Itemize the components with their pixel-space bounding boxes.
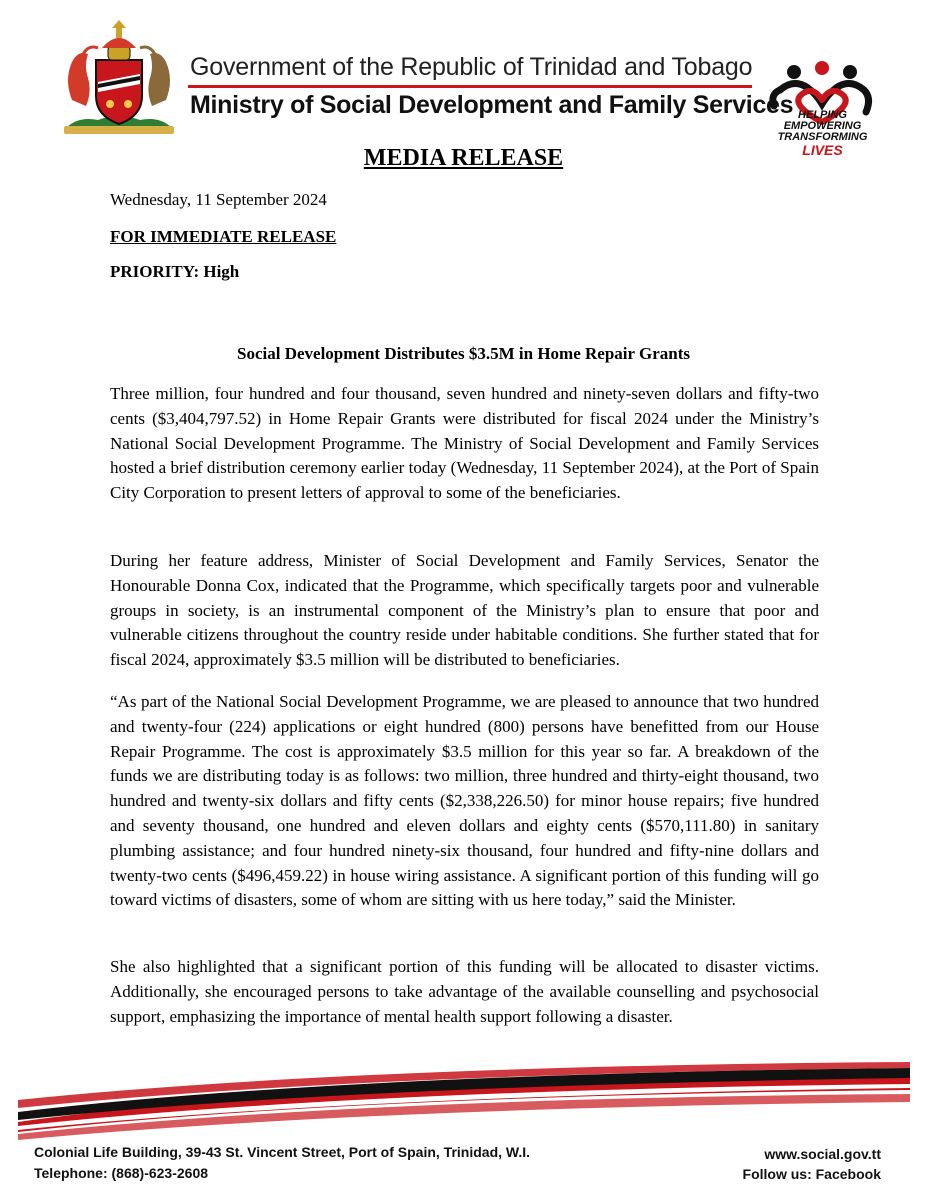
slogan-line: HELPING	[798, 109, 847, 121]
immediate-release-label: FOR IMMEDIATE RELEASE	[110, 227, 337, 246]
slogan-line: EMPOWERING	[783, 120, 862, 132]
government-title: Government of the Republic of Trinidad and Tobago	[190, 53, 753, 81]
coat-of-arms-icon	[58, 20, 180, 138]
footer-telephone: Telephone: (868)-623-2608	[34, 1165, 209, 1181]
footer-social-link[interactable]: Follow us: Facebook	[742, 1166, 881, 1182]
slogan-line: LIVES	[802, 142, 843, 158]
priority-label: PRIORITY: High	[110, 262, 240, 281]
footer-swoosh	[18, 1060, 910, 1140]
body-paragraph: During her feature address, Minister of Social Development and Family Services, Senator the Honourable Donna Cox, indicated that the Programme, which specifically targets poor and vulnerable groups in society, is an instrumental component of the Ministry’s plan to ensure that poor and vulnerable citizens throughout the country reside under habitable conditions. She further stated that for fiscal 2024, approximately $3.5 million will be distributed to beneficiaries.	[110, 551, 819, 670]
release-date: Wednesday, 11 September 2024	[110, 190, 327, 209]
body-paragraph: She also highlighted that a significant portion of this funding will be allocated to disaster victims. Additionally, she encouraged persons to take advantage of the available counselling and psychosocial support, emphasizing the importance of mental health support following a disaster.	[110, 957, 819, 1026]
body-paragraph: Three million, four hundred and four thousand, seven hundred and ninety-seven dollars and fifty-two cents ($3,404,797.52) in Home Repair Grants were distributed for fiscal 2024 under the Ministry’s National Social Development Programme. The Ministry of Social Development and Family Services hosted a brief distribution ceremony earlier today (Wednesday, 11 September 2024), at the Port of Spain City Corporation to present letters of approval to some of the beneficiaries.	[110, 384, 819, 503]
footer-address: Colonial Life Building, 39-43 St. Vincent Street, Port of Spain, Trinidad, W.I.	[34, 1144, 531, 1160]
header-divider	[188, 85, 752, 88]
footer-website-link[interactable]: www.social.gov.tt	[764, 1146, 881, 1162]
body-paragraph: “As part of the National Social Development Programme, we are pleased to announce that two hundred and twenty-four (224) applications or eight hundred (800) persons have benefitted from our House Repair Programme. The cost is approximately $3.5 million for this year so far. A breakdown of the funds we are distributing today is as follows: two million, three hundred and thirty-eight thousand, two hundred and twenty-six dollars and fifty cents ($2,338,226.50) for minor house repairs; five hundred and seventy thousand, one hundred and eleven dollars and eighty cents ($570,111.80) in sanitary plumbing assistance; and four hundred ninety-six thousand, four hundred and fifty-nine dollars and twenty-two cents ($496,459.22) in house wiring assistance. A significant portion of this funding will go toward victims of disasters, some of whom are sitting with us here today,” said the Minister.	[110, 692, 819, 910]
slogan-line: TRANSFORMING	[777, 131, 868, 143]
headline: Social Development Distributes $3.5M in Home Repair Grants	[237, 344, 690, 363]
ministry-title: Ministry of Social Development and Family Services	[190, 91, 794, 119]
document-title: MEDIA RELEASE	[363, 145, 564, 171]
